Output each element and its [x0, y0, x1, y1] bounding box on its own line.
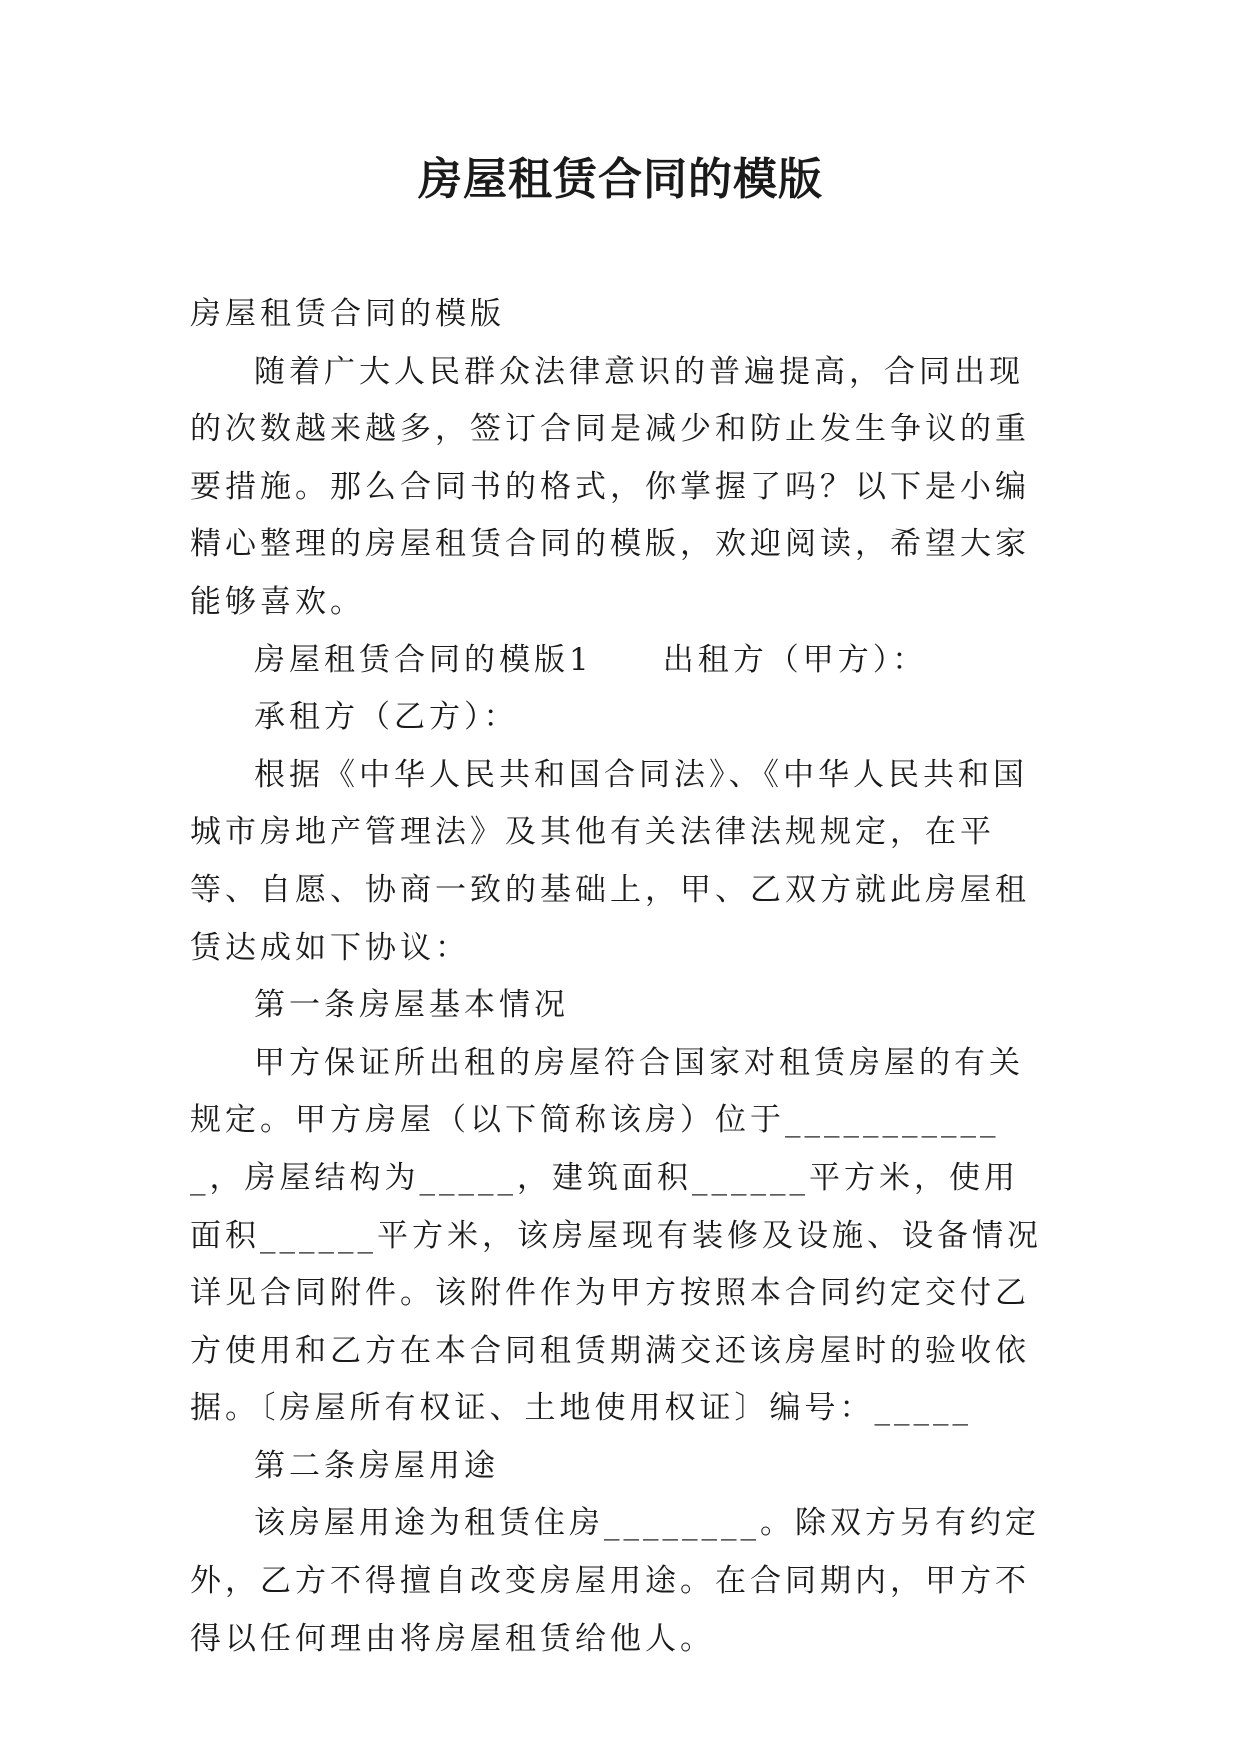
- paragraph-intro: 随着广大人民群众法律意识的普遍提高，合同出现的次数越来越多，签订合同是减少和防止发生争议的重要措施。那么合同书的格式，你掌握了吗？以下是小编精心整理的房屋租赁合同的模版，欢迎阅读，希望大家能够喜欢。: [190, 353, 1030, 620]
- paragraph-heading: 房屋租赁合同的模版: [190, 296, 505, 332]
- paragraph-legal-basis: 根据《中华人民共和国合同法》、《中华人民共和国城市房地产管理法》及其他有关法律法规规定，在平等、自愿、协商一致的基础上，甲、乙双方就此房屋租赁达成如下协议：: [190, 756, 1030, 966]
- paragraph-lessee: 承租方（乙方）：: [254, 699, 519, 736]
- article-1-heading: 第一条房屋基本情况: [254, 987, 569, 1024]
- document-body: [190, 286, 1050, 1668]
- article-2-heading: 第二条房屋用途: [254, 1447, 499, 1484]
- article-2-body: 该房屋用途为租赁住房________。除双方另有约定外，乙方不得擅自改变房屋用途。在合同期内，甲方不得以任何理由将房屋租赁给他人。: [190, 1505, 1040, 1657]
- article-1-body: 甲方保证所出租的房屋符合国家对租赁房屋的有关规定。甲方房屋（以下简称该房）位于____________，房屋结构为_____，建筑面积______平方米，使用面积______平方米，该房屋现有装修及设施、设备情况详见合同附件。该附件作为甲方按照本合同约定交付乙方使用和乙方在本合同租赁期满交还该房屋时的验收依据。〔房屋所有权证、土地使用权证〕编号：_____: [190, 1044, 1042, 1427]
- document-title: 房屋租赁合同的模版: [418, 154, 823, 205]
- paragraph-lessor: 房屋租赁合同的模版1 出租方（甲方）：: [254, 641, 928, 678]
